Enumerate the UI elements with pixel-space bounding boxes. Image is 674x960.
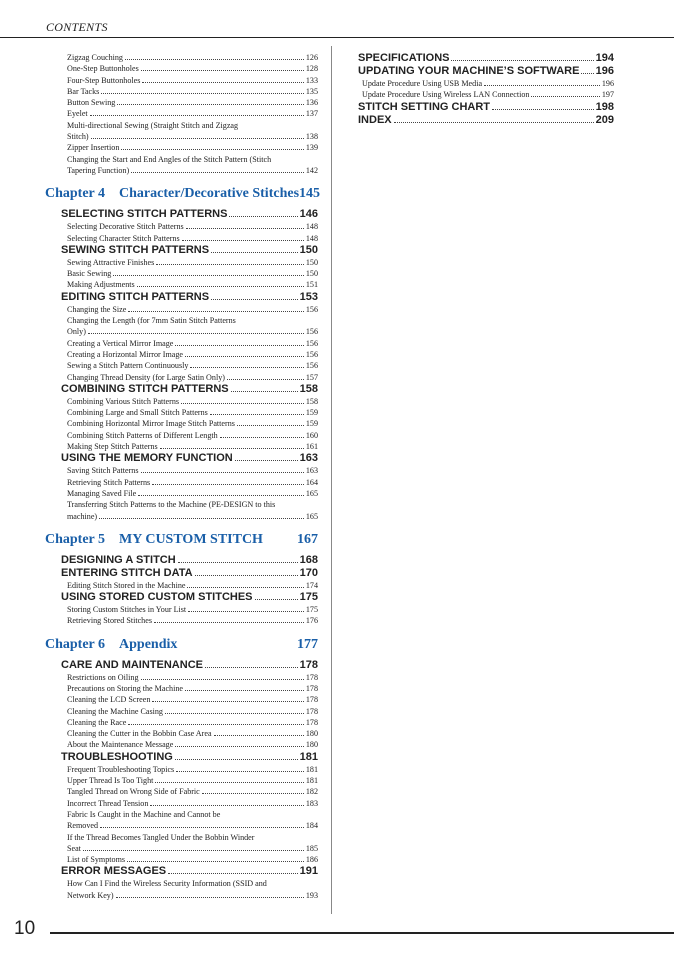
entry-text: Cleaning the LCD Screen [67,695,151,705]
entry-text: Tapering Function) [67,165,130,175]
toc-entry[interactable] [67,372,318,383]
toc-entry[interactable] [67,233,318,244]
dot-leader [531,96,599,97]
entry-text: One-Step Buttonholes [67,64,139,74]
section-title: EDITING STITCH PATTERNS [61,290,210,303]
chapter-page: 167 [297,531,318,547]
page-ref: 197 [601,90,614,100]
chapter-heading-chapter5[interactable] [45,532,318,548]
page-ref: 209 [595,113,614,126]
section-heading[interactable] [61,865,318,878]
entry-text: About the Maintenance Message [67,740,174,750]
toc-entry[interactable] [67,832,318,855]
page-ref: 193 [305,890,318,900]
dot-leader [90,115,304,116]
entry-text: Basic Sewing [67,269,112,279]
toc-entry[interactable] [67,499,318,522]
entry-text-line1: Changing the Length (for 7mm Satin Stitch Patterns [67,316,236,326]
entry-text: Tangled Thread on Wrong Side of Fabric [67,787,200,797]
toc-entry[interactable] [67,338,318,349]
toc-entry[interactable] [67,488,318,499]
page-ref: 175 [305,605,318,615]
entry-text: Creating a Horizontal Mirror Image [67,349,183,359]
page-ref: 148 [305,222,318,232]
section-title: USING THE MEMORY FUNCTION [61,452,233,465]
page-number: 10 [14,918,36,939]
page-ref: 156 [305,349,318,359]
page-ref: 176 [305,616,318,626]
entry-text: Editing Stitch Stored in the Machine [67,580,186,590]
dot-leader [138,495,304,496]
toc-entry[interactable] [67,580,318,591]
page-ref: 175 [299,591,318,604]
footer-rule [50,932,674,934]
dot-leader [175,759,298,760]
page-ref: 198 [595,100,614,113]
dot-leader [188,611,304,612]
toc-entry[interactable] [67,154,318,177]
toc-entry[interactable] [67,775,318,786]
dot-leader [83,850,304,851]
running-header-title: CONTENTS [46,20,108,34]
page-ref: 163 [299,452,318,465]
entry-text-line1: Changing the Start and End Angles of the Stitch Pattern (Stitch [67,154,272,164]
dot-leader [155,782,303,783]
entry-text: List of Symptoms [67,855,126,865]
section-heading[interactable] [61,659,318,672]
page-ref: 165 [305,511,318,521]
toc-entry[interactable] [67,854,318,865]
toc-entry[interactable] [67,120,318,143]
dot-leader [131,172,304,173]
dot-leader [141,70,304,71]
toc-entry[interactable] [67,878,318,901]
chapter-title: MY CUSTOM STITCH [119,531,263,547]
dot-leader [205,667,298,668]
page-ref: 142 [305,165,318,175]
section-title: ENTERING STITCH DATA [61,566,193,579]
page-ref: 178 [305,695,318,705]
dot-leader [99,518,304,519]
toc-entry[interactable] [67,764,318,775]
chapter-heading-chapter4[interactable] [45,186,321,202]
entry-text-line2 [67,131,318,142]
page-ref: 178 [305,683,318,693]
dot-leader [175,746,304,747]
page-ref: 196 [601,79,614,88]
dot-leader [235,460,298,461]
page-ref: 158 [305,396,318,406]
entry-text-line1: Fabric Is Caught in the Machine and Cannot be [67,809,221,819]
page-ref: 150 [305,257,318,267]
page-ref: 181 [299,750,318,763]
dot-leader [182,240,304,241]
entry-text: Only) [67,327,86,337]
toc-entry[interactable] [67,615,318,626]
entry-text: Network Key) [67,890,114,900]
page-ref: 153 [299,290,318,303]
page-ref: 158 [299,382,318,395]
toc-entry[interactable] [67,349,318,360]
entry-text: Saving Stitch Patterns [67,466,139,476]
dot-leader [185,356,304,357]
page-ref: 182 [305,787,318,797]
toc-entry[interactable] [362,89,614,100]
page-ref: 181 [305,776,318,786]
left-column [45,52,321,901]
page-ref: 160 [305,430,318,440]
page-ref: 150 [305,269,318,279]
dot-leader [152,484,304,485]
page-ref: 137 [305,109,318,119]
page-ref: 156 [305,327,318,337]
dot-leader [229,216,297,217]
section-title: INDEX [358,113,392,126]
toc-entry[interactable] [362,78,614,89]
dot-leader [150,805,303,806]
toc-entry[interactable] [67,257,318,268]
dot-leader [165,713,304,714]
page-ref: 163 [305,466,318,476]
toc-entry[interactable] [67,396,318,407]
entry-text: Four-Step Buttonholes [67,75,141,85]
page-ref: 159 [305,419,318,429]
dot-leader [202,793,304,794]
page-ref: 146 [299,208,318,221]
entry-text: Upper Thread Is Too Tight [67,776,154,786]
toc-entry[interactable] [67,604,318,615]
toc-entry[interactable] [67,465,318,476]
page-ref: 164 [305,477,318,487]
section-heading[interactable] [61,244,318,257]
dot-leader [175,345,303,346]
toc-entry[interactable] [67,97,318,108]
toc-entry[interactable] [67,304,318,315]
chapter-page: 145 [299,186,321,202]
entry-text: Zipper Insertion [67,143,120,153]
entry-text: Zigzag Couching [67,53,123,62]
dot-leader [116,897,304,898]
dot-leader [160,448,304,449]
dot-leader [181,403,304,404]
entry-text: Retrieving Stitch Patterns [67,477,151,487]
section-heading[interactable] [61,208,318,221]
page-ref: 168 [299,553,318,566]
section-title: STITCH SETTING CHART [358,100,490,113]
entry-text-line1: Transferring Stitch Patterns to the Machine (PE-DESIGN to this [67,500,276,510]
section-title: COMBINING STITCH PATTERNS [61,382,229,395]
page-ref: 170 [299,566,318,579]
dot-leader [117,104,304,105]
entry-text-line1: If the Thread Becomes Tangled Under the Bobbin Winder [67,832,255,842]
entry-text: Changing the Size [67,304,127,314]
chapter-title: Character/Decorative Stitches [119,186,300,202]
chapter-label-group [45,637,177,653]
section-title: UPDATING YOUR MACHINE’S SOFTWARE [358,65,580,77]
entry-text: Combining Horizontal Mirror Image Stitch Patterns [67,419,235,429]
dot-leader [154,622,304,623]
page-ref: 128 [305,64,318,74]
section-heading[interactable] [61,751,318,764]
page-ref: 196 [595,65,614,77]
page-ref: 135 [305,86,318,96]
entry-text: Frequent Troubleshooting Topics [67,764,175,774]
dot-leader [185,690,304,691]
header-rule [0,37,674,38]
page-ref: 184 [305,821,318,831]
entry-text-line1: How Can I Find the Wireless Security Information (SSID and [67,879,267,889]
entry-text-line2 [67,890,318,901]
dot-leader [187,587,303,588]
dot-leader [91,138,304,139]
page-ref: 151 [305,280,318,290]
toc-entry[interactable] [67,441,318,452]
dot-leader [190,367,303,368]
toc-entry[interactable] [67,360,318,371]
entry-text: Storing Custom Stitches in Your List [67,605,187,615]
entry-text: Sewing a Stitch Pattern Continuously [67,361,189,371]
entry-text: Creating a Vertical Mirror Image [67,338,174,348]
entry-text: Update Procedure Using Wireless LAN Connection [362,90,530,100]
dot-leader [156,264,304,265]
dot-leader [195,575,298,576]
page-ref: 178 [305,706,318,716]
section-heading[interactable] [358,65,614,78]
section-heading[interactable] [61,554,318,567]
section-title: DESIGNING A STITCH [61,553,176,566]
section-heading[interactable] [61,591,318,604]
page-ref: 156 [305,338,318,348]
entry-text: Update Procedure Using USB Media [362,79,483,88]
page-ref: 138 [305,132,318,142]
toc-entry[interactable] [67,694,318,705]
section-title: CARE AND MAINTENANCE [61,658,203,671]
toc-entry[interactable] [67,728,318,739]
section-heading[interactable] [61,567,318,580]
entry-text: Incorrect Thread Tension [67,798,149,808]
toc-entry[interactable] [67,786,318,797]
page-ref: 157 [305,372,318,382]
entry-text: Combining Stitch Patterns of Different Length [67,430,218,440]
chapter-label: Chapter 5 [45,531,106,547]
entry-text: Combining Large and Small Stitch Patterns [67,408,208,418]
entry-text: Selecting Character Stitch Patterns [67,233,180,243]
toc-entry[interactable] [67,739,318,750]
dot-leader [211,299,298,300]
dot-leader [100,827,304,828]
chapter-heading-chapter6[interactable] [45,637,318,653]
dot-leader [128,724,304,725]
toc-entry[interactable] [67,672,318,683]
column-divider [331,46,332,914]
section-title: SEWING STITCH PATTERNS [61,243,210,256]
entry-text: machine) [67,511,98,521]
entry-text: Making Step Stitch Patterns [67,442,158,452]
page-ref: 161 [305,442,318,452]
dot-leader [125,59,304,60]
page-ref: 178 [299,658,318,671]
toc-entry[interactable] [67,717,318,728]
dot-leader [152,701,303,702]
toc-entry[interactable] [67,108,318,119]
entry-text: Sewing Attractive Finishes [67,257,155,267]
chapter-label: Chapter 4 [45,186,106,202]
entry-text-line2 [67,326,318,337]
dot-leader [186,228,304,229]
toc-entry[interactable] [67,86,318,97]
toc-entry[interactable] [67,706,318,717]
entry-text: Removed [67,821,99,831]
page-ref: 180 [305,740,318,750]
toc-entry[interactable] [67,683,318,694]
page-ref: 148 [305,233,318,243]
page-ref: 178 [305,672,318,682]
dot-leader [237,425,304,426]
entry-text: Combining Various Stitch Patterns [67,396,180,406]
page-ref: 126 [305,53,318,62]
toc-entry[interactable] [67,809,318,832]
dot-leader [231,391,298,392]
dot-leader [141,472,304,473]
chapter-label: Chapter 6 [45,636,106,652]
entry-text: Selecting Decorative Stitch Patterns [67,222,184,232]
dot-leader [113,275,304,276]
section-title: TROUBLESHOOTING [61,750,173,763]
toc-entry[interactable] [67,798,318,809]
section-title: ERROR MESSAGES [61,865,167,878]
dot-leader [141,679,304,680]
dot-leader [220,437,304,438]
page-ref: 156 [305,361,318,371]
dot-leader [137,286,304,287]
section-title: USING STORED CUSTOM STITCHES [61,591,253,604]
page-ref: 150 [299,243,318,256]
dot-leader [127,861,304,862]
dot-leader [121,149,303,150]
toc-entry[interactable] [67,430,318,441]
entry-text: Restrictions on Oiling [67,672,139,682]
entry-text: Making Adjustments [67,280,135,290]
dot-leader [178,562,298,563]
entry-text: Managing Saved File [67,488,137,498]
page-ref: 178 [305,717,318,727]
toc-entry[interactable] [67,63,318,74]
page-ref: 156 [305,304,318,314]
section-heading[interactable] [358,52,614,65]
page-ref: 181 [305,764,318,774]
entry-text-line2 [67,165,318,176]
entry-text: Eyelet [67,109,88,119]
dot-leader [142,82,304,83]
page-ref: 139 [305,143,318,153]
entry-text: Seat [67,843,81,853]
page-ref: 133 [305,75,318,85]
dot-leader [451,60,593,61]
toc-entry[interactable] [67,268,318,279]
dot-leader [214,735,304,736]
section-heading[interactable] [61,383,318,396]
entry-text-line2 [67,820,318,831]
section-heading[interactable] [61,452,318,465]
dot-leader [128,311,304,312]
entry-text: Bar Tacks [67,86,100,96]
dot-leader [227,379,304,380]
right-column [358,52,614,127]
page-ref: 185 [305,843,318,853]
entry-text: Precautions on Storing the Machine [67,683,183,693]
toc-entry[interactable] [67,315,318,338]
entry-text: Cleaning the Race [67,717,127,727]
toc-entry[interactable] [67,75,318,86]
entry-text-line1: Multi-directional Sewing (Straight Stitch and Zigzag [67,120,239,130]
toc-entry[interactable] [67,477,318,488]
dot-leader [210,414,304,415]
page-ref: 174 [305,580,318,590]
dot-leader [88,333,304,334]
entry-text-line2 [67,843,318,854]
chapter-label-group [45,532,263,548]
dot-leader [581,73,593,74]
dot-leader [101,93,304,94]
page-ref: 180 [305,729,318,739]
section-heading[interactable] [61,291,318,304]
page-ref: 194 [595,52,614,64]
page-ref: 136 [305,98,318,108]
section-heading[interactable] [358,114,614,127]
dot-leader [394,122,594,123]
page-ref: 186 [305,855,318,865]
toc-entry[interactable] [67,52,318,63]
dot-leader [176,771,304,772]
chapter-page: 177 [297,636,318,652]
toc-entry[interactable] [67,418,318,429]
chapter-label-group [45,186,299,202]
page-ref: 191 [299,865,318,878]
page-ref: 183 [305,798,318,808]
entry-text: Button Sewing [67,98,116,108]
chapter-title: Appendix [119,636,178,652]
toc-entry[interactable] [67,142,318,153]
entry-text: Stitch) [67,132,89,142]
entry-text: Cleaning the Cutter in the Bobbin Case Area [67,729,212,739]
entry-text: Cleaning the Machine Casing [67,706,163,716]
page-ref: 159 [305,408,318,418]
section-title: SELECTING STITCH PATTERNS [61,208,228,221]
dot-leader [168,873,298,874]
dot-leader [492,109,594,110]
dot-leader [484,85,600,86]
entry-text: Changing Thread Density (for Large Satin Only) [67,372,225,382]
toc-entry[interactable] [67,279,318,290]
section-title: SPECIFICATIONS [358,52,450,64]
entry-text-line2 [67,511,318,522]
dot-leader [255,599,298,600]
toc-entry[interactable] [67,407,318,418]
dot-leader [211,252,298,253]
toc-entry[interactable] [67,221,318,232]
section-heading[interactable] [358,101,614,114]
page-ref: 165 [305,488,318,498]
entry-text: Retrieving Stored Stitches [67,616,152,626]
